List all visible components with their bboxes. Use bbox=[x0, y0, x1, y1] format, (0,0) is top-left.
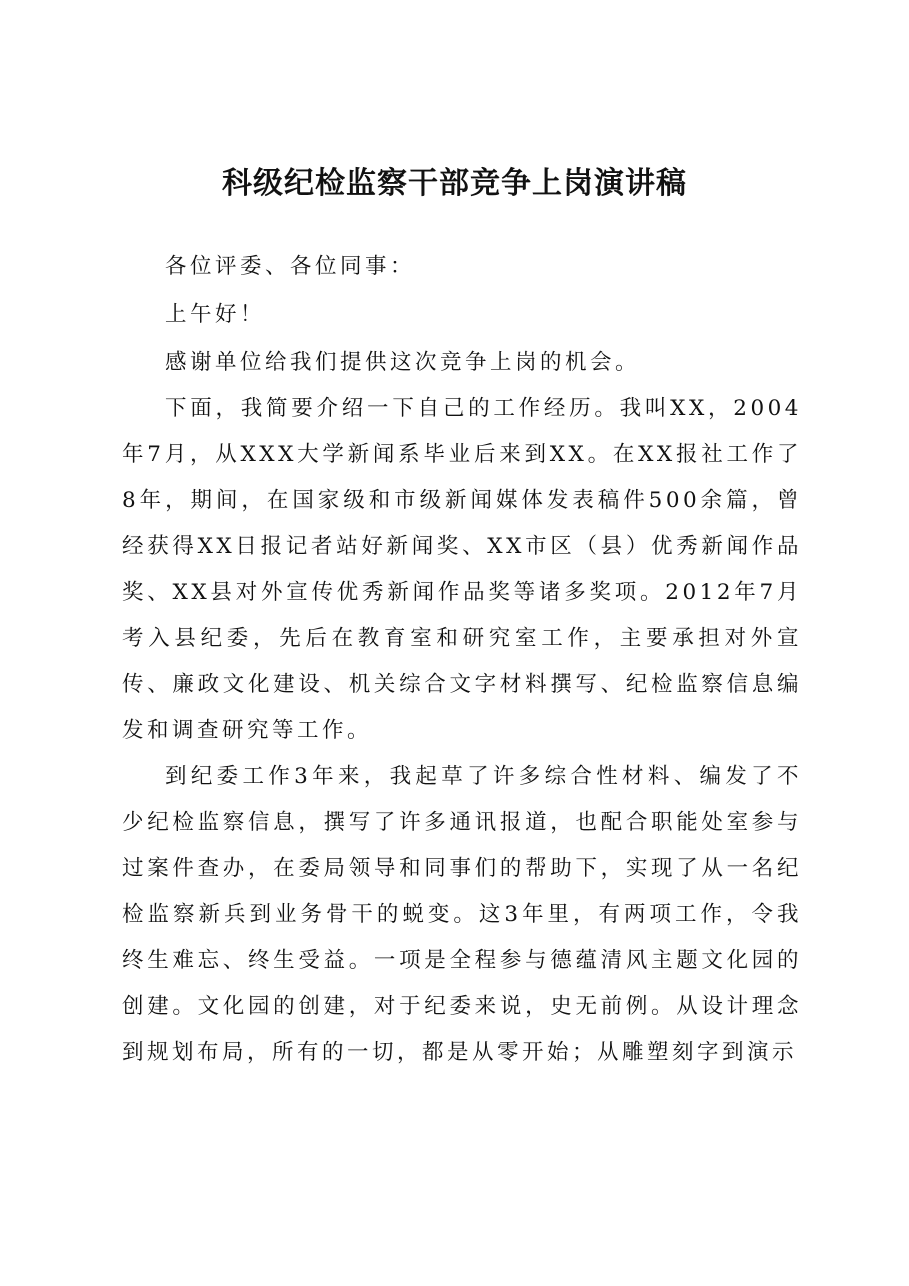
paragraph-work-history: 下面，我简要介绍一下自己的工作经历。我叫XX，2004年7月，从XXX大学新闻系毕业后来到XX。在XX报社工作了8年，期间，在国家级和市级新闻媒体发表稿件500余篇，曾经获得XX日报记者站好新闻奖、XX市区（县）优秀新闻作品奖、XX县对外宣传优秀新闻作品奖等诸多奖项。2012年7月考入县纪委，先后在教育室和研究室工作，主要承担对外宣传、廉政文化建设、机关综合文字材料撰写、纪检监察信息编发和调查研究等工作。 bbox=[122, 396, 802, 743]
document-title: 科级纪检监察干部竞争上岗演讲稿 bbox=[222, 166, 687, 201]
paragraph-salutation: 各位评委、各位同事： bbox=[165, 254, 416, 279]
document-body bbox=[122, 244, 802, 1076]
paragraph-thanks: 感谢单位给我们提供这次竞争上岗的机会。 bbox=[165, 350, 641, 375]
paragraph-greeting: 上午好！ bbox=[165, 302, 266, 327]
paragraph-discipline-work: 到纪委工作3年来，我起草了许多综合性材料、编发了不少纪检监察信息，撰写了许多通讯报道，也配合职能处室参与过案件查办，在委局领导和同事们的帮助下，实现了从一名纪检监察新兵到业务骨干的蜕变。这3年里，有两项工作，令我终生难忘、终生受益。一项是全程参与德蕴清风主题文化园的创建。文化园的创建，对于纪委来说，史无前例。从设计理念到规划布局，所有的一切，都是从零开始；从雕塑刻字到演示 bbox=[122, 764, 802, 1065]
